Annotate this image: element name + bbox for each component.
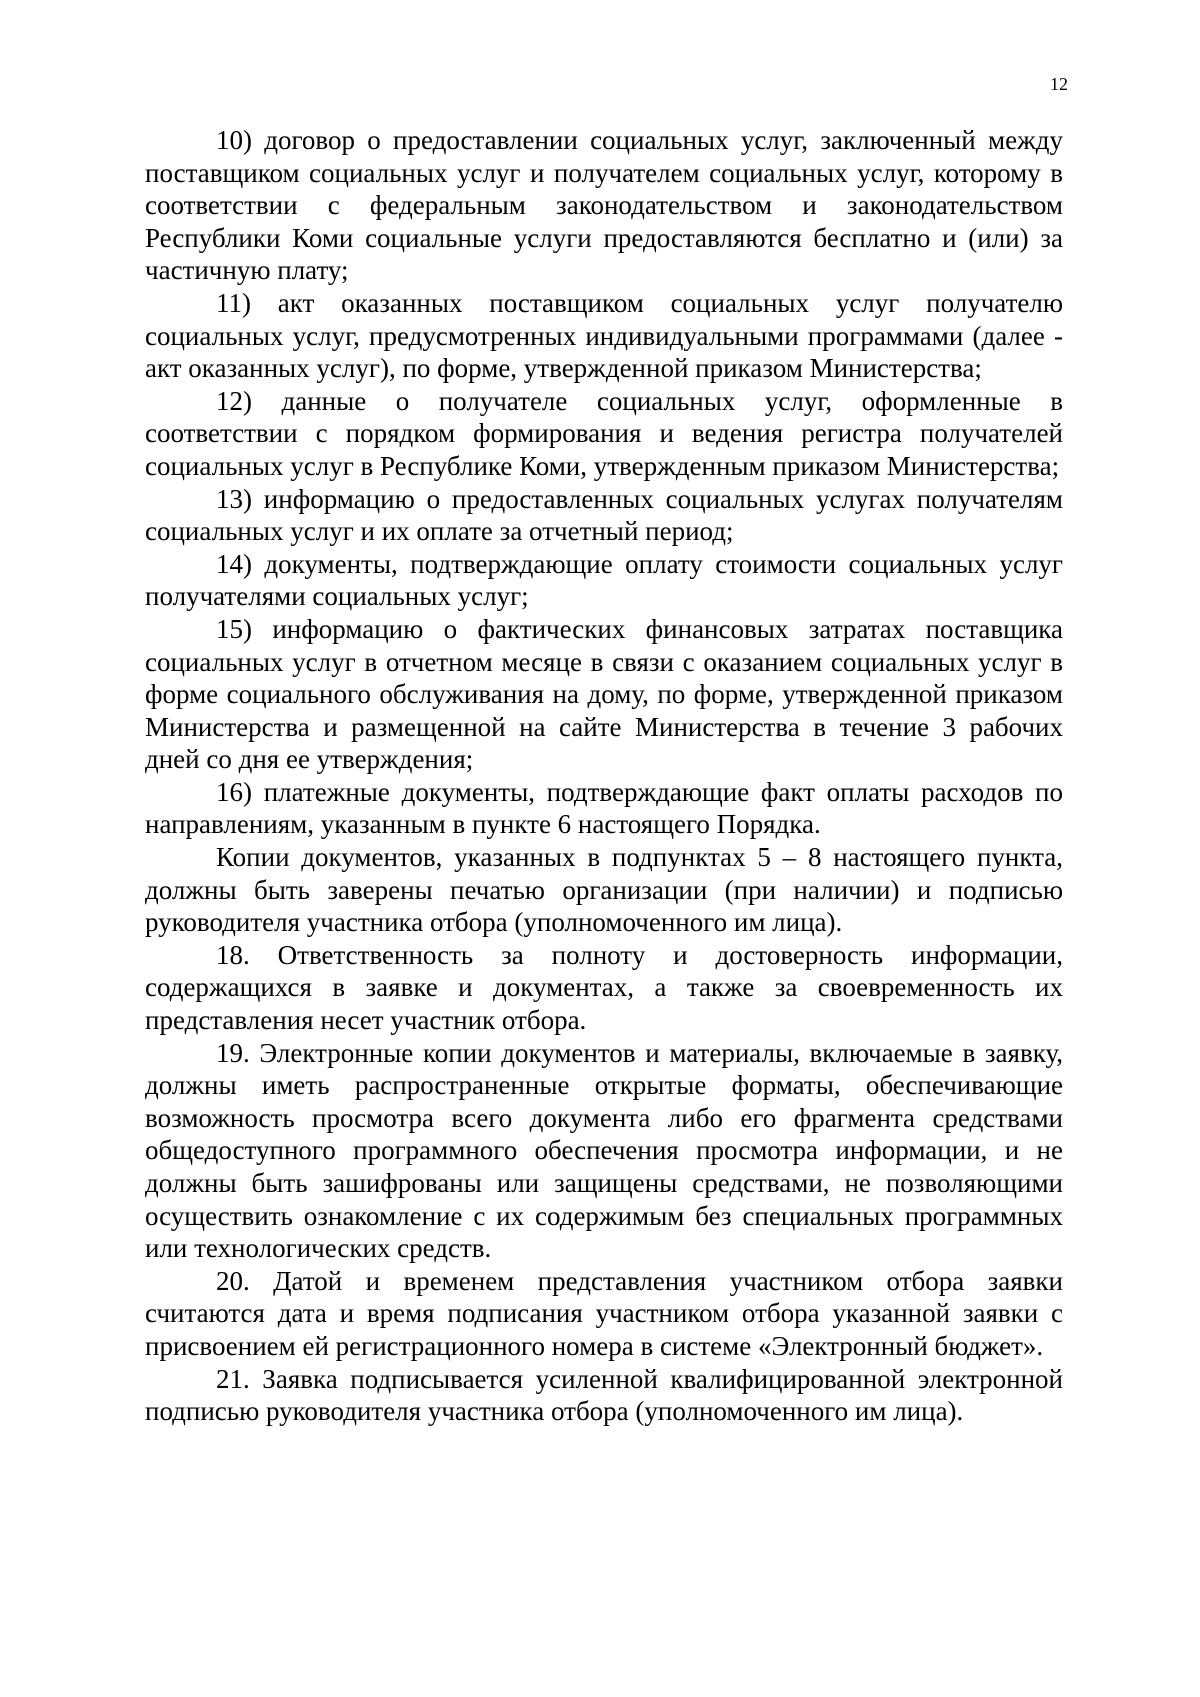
paragraph-item-14: 14) документы, подтверждающие оплату стоимости социальных услуг получателями социальных услуг; bbox=[145, 548, 1063, 612]
paragraph-item-16: 16) платежные документы, подтверждающие факт оплаты расходов по направлениям, указанным в пункте 6 настоящего Порядка. bbox=[145, 776, 1063, 840]
paragraph-item-12: 12) данные о получателе социальных услуг, оформленные в соответствии с порядком формирования и ведения регистра получателей социальных услуг в Республике Коми, утвержденным приказом Министерства; bbox=[145, 385, 1063, 481]
paragraph-item-11: 11) акт оказанных поставщиком социальных услуг получателю социальных услуг, предусмотренных индивидуальными программами (далее - акт оказанных услуг), по форме, утвержденной приказом Министерства; bbox=[145, 287, 1063, 384]
document-body bbox=[145, 124, 1063, 1428]
paragraph-clause-18: 18. Ответственность за полноту и достоверность информации, содержащихся в заявке и документах, а также за своевременность их представления несет участник отбора. bbox=[145, 939, 1063, 1036]
paragraph-item-10: 10) договор о предоставлении социальных услуг, заключенный между поставщиком социальных услуг и получателем социальных услуг, которому в соответствии с федеральным законодательством и законодательством Республики Коми социальные услуги предоставляются бесплатно и (или) за частичную плату; bbox=[145, 125, 1063, 286]
paragraph-clause-20: 20. Датой и временем представления участником отбора заявки считаются дата и время подписания участником отбора указанной заявки с присвоением ей регистрационного номера в системе «Электронный бюджет». bbox=[145, 1265, 1063, 1361]
paragraph-copies-note: Копии документов, указанных в подпунктах 5 – 8 настоящего пункта, должны быть заверены печатью организации (при наличии) и подписью руководителя участника отбора (уполномоченного им лица). bbox=[145, 842, 1063, 938]
paragraph-clause-19: 19. Электронные копии документов и материалы, включаемые в заявку, должны иметь распространенные открытые форматы, обеспечивающие возможность просмотра всего документа либо его фрагмента средствами общедоступного программного обеспечения просмотра информации, и не должны быть зашифрованы или защищены средствами, не позволяющими осуществить ознакомление с их содержимым без специальных программных или технологических средств. bbox=[145, 1037, 1063, 1264]
paragraph-item-13: 13) информацию о предоставленных социальных услугах получателям социальных услуг и их оплате за отчетный период; bbox=[145, 483, 1063, 547]
page-number: 12 bbox=[1050, 74, 1068, 94]
paragraph-clause-21: 21. Заявка подписывается усиленной квалифицированной электронной подписью руководителя участника отбора (уполномоченного им лица). bbox=[145, 1363, 1063, 1427]
paragraph-item-15: 15) информацию о фактических финансовых затратах поставщика социальных услуг в отчетном месяце в связи с оказанием социальных услуг в форме социального обслуживания на дому, по форме, утвержденной приказом Министерства и размещенной на сайте Министерства в течение 3 рабочих дней со дня ее утверждения; bbox=[145, 613, 1063, 775]
